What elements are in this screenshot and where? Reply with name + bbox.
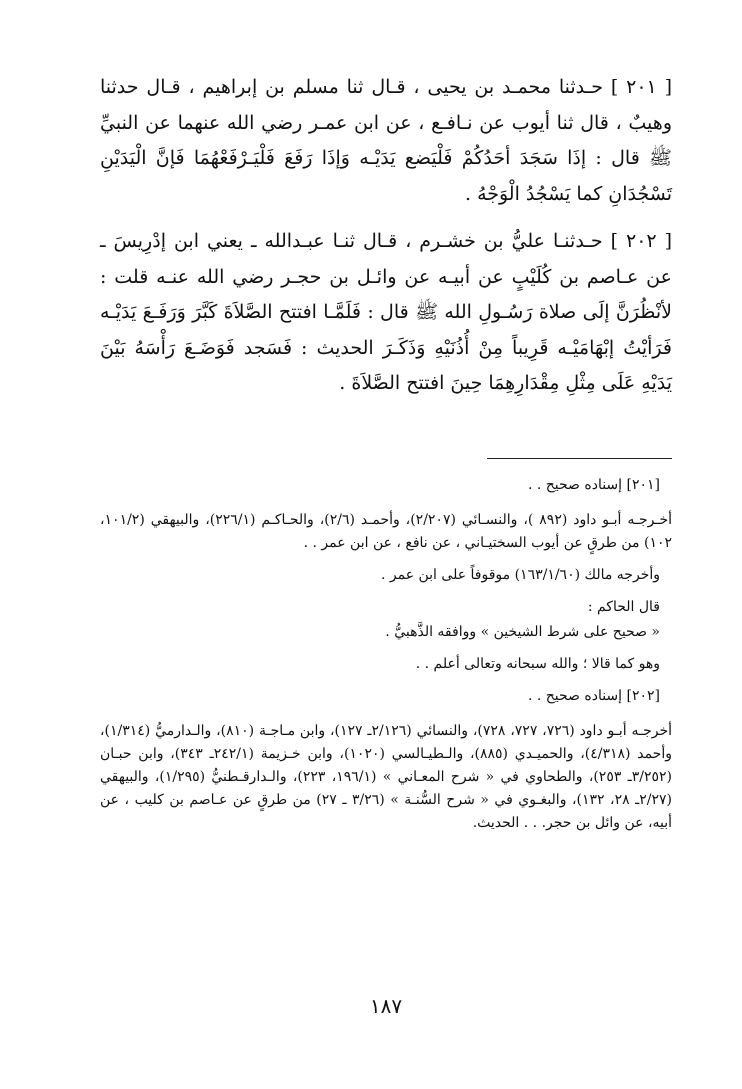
footnote-201-hakim-quote: « صحيح على شرط الشيخين » ووافقه الذَّهبيُّ . (385, 624, 660, 640)
hadith-202: [ ٢٠٢ ] حـدثنـا عليُّ بن خشـرم ، قـال ثنـا عبـدالله ـ يعني ابن إدْرِيسَ ـ عن عـاصم بن كُلَيْبٍ عن أبيـه عن وائـل بن حجـر رضي الله عنـه قلت : لأنْظُرَنَّ إلَى صلاة رَسُـولِ الله ﷺ قال : فَلَمَّـا افتتح الصَّلاَةَ كَبَّرَ وَرَفَـعَ يَدَيْـه فَرَأيْتُ إبْهَامَيْـه قَرِيباً مِنْ أُذُنَيْهِ وَذَكَـرَ الحديث : فَسَجد فَوَضَـعَ رَأْسَهُ بَيْنَ يَدَيْهِ عَلَى مِثْلِ مِقْدَارِهِمَا حِينَ افتتح الصَّلاَةَ . (100, 230, 672, 394)
footnotes (100, 474, 672, 844)
footnote-divider (487, 458, 672, 459)
footnote-202-takhrij: أخرجـه أبـو داود (٧٢٦، ٧٢٧، ٧٢٨)، والنسائي (٢/١٢٦ـ ١٢٧)، وابن مـاجـة (٨١٠)، والـدارميُّ (١/٣١٤)، وأحمد (٤/٣١٨)، والحميـدي (٨٨٥)، والـطيـالسي (١٠٢٠)، وابن خـزيمة (٢٤٢/١ـ ٣٤٣)، وابن حبـان (٣/٢٥٢ـ ٢٥٣)، والطحاوي في « شرح المعـاني » (١٩٦/١، ٢٢٣)، والـدارقـطنيُّ (١/٢٩٥)، والبيهقي (٢/٢٧ـ ٢٨، ١٣٢)، والبغـوي في « شرح السُّنـة » (٣/٢٦ ـ ٢٧) من طرقٍ عن عـاصم بن كليب ، عن أبيه، عن وائل بن حجر. . . الحديث. (100, 723, 673, 831)
footnote-201-heading: [٢٠١] إسناده صحيح . . (527, 477, 660, 493)
footnote-201-hakim-label: قال الحاكم : (587, 599, 660, 615)
footnote-201-takhrij: أخـرجـه أبـو داود (٨٩٢ )، والنسـائي (٢/٢٠٧)، وأحمـد (٢/٦)، والحـاكـم (٢٢٦/١)، والبيهقي (١٠١/٢، ١٠٢) من طرقٍ عن أيوب السختيـاني ، عن نافع ، عن ابن عمر . . (100, 512, 672, 551)
main-text (100, 70, 672, 402)
book-page (100, 70, 672, 1050)
page-number: ١٨٧ (369, 994, 403, 1018)
hadith-201: [ ٢٠١ ] حـدثنا محمـد بن يحيى ، قـال ثنا مسلم بن إبراهيم ، قـال حدثنا وهيبٌ ، قال ثنا أيوب عن نـافـع ، عن ابن عمـر رضي الله عنهما عن النبيِّ ﷺ قال : إذَا سَجَدَ أحَدُكُمْ فَلْيَضع يَدَيْـه وَإذَا رَفَعَ فَلْيَـرْفَعْهُمَا فَإنَّ الْيَدَيْنِ تَسْجُدَانِ كما يَسْجُدُ الْوَجْهُ . (100, 76, 673, 205)
footnote-202-heading: [٢٠٢] إسناده صحيح . . (527, 688, 660, 704)
footnote-201-malik: وأخرجه مالك (١٦٣/١/٦٠) موقوفاً على ابن عمر . (380, 567, 660, 583)
footnote-201-closing: وهو كما قالا ؛ والله سبحانه وتعالى أعلم . . (415, 656, 660, 672)
